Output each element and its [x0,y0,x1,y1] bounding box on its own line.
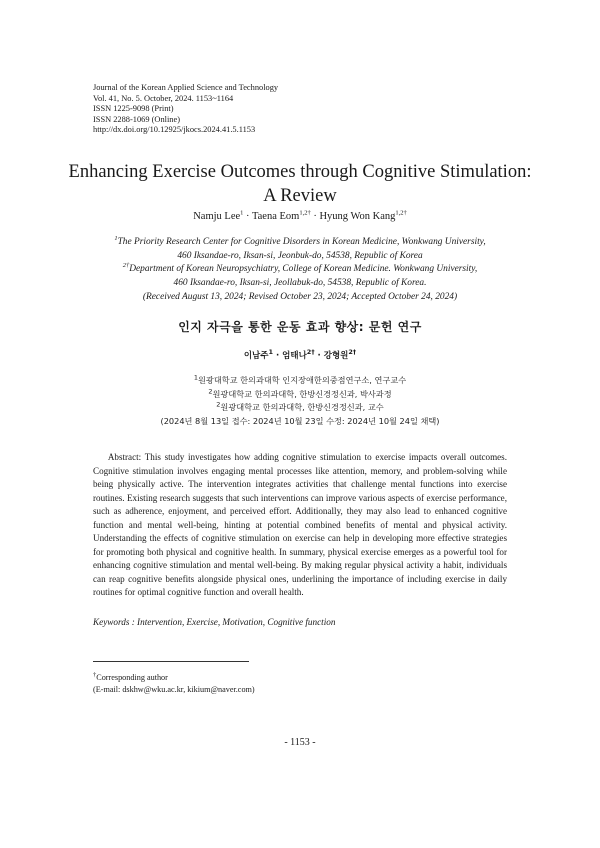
paper-title-line-1: Enhancing Exercise Outcomes through Cognitive Stimulation: [68,162,532,182]
korean-affiliation-mark: 1 [193,373,198,382]
author-affiliation-mark: 1 [240,209,244,217]
korean-author-name: 엄태나 [282,351,307,361]
abstract-text: This study investigates how adding cognitive stimulation to exercise impacts overall outcomes. Cognitive stimulation involves engaging mental processes like attention, memory, and problem-solving while being physically active. The intervention integrates activities that challenge mental functions into exercise routines. Existing research suggests that such interventions can improve various aspects of exercise performance, such as adherence, enjoyment, and perceived effort. Additionally, they may also lead to enhanced cognitive function and mental well-being, hinting at potential combined benefits of mental and physical activity. Understanding the effects of cognitive stimulation on exercise can help in developing more effective strategies for promoting both physical and cognitive health. In summary, physical exercise emerges as a powerful tool for enhancing cognitive stimulation and mental well-being. By making regular physical activity a habit, individuals can reap cognitive benefits alongside physical ones, underlining the importance of including exercise in daily routines for optimal cognitive function and overall health. [93,452,507,598]
korean-title: 인지 자극을 통한 운동 효과 향상: 문헌 연구 [178,320,422,334]
korean-affiliation-line: 원광대학교 한의과대학 인지장애한의중점연구소, 연구교수 [198,375,407,385]
affiliations [60,236,540,305]
dagger-mark: † [93,671,97,679]
korean-received-dates: (2024년 8월 13일 접수: 2024년 10월 23일 수정: 2024년 10월 24일 채택) [160,416,440,427]
author-separator: · [273,351,283,361]
korean-author-name: 이남주 [243,351,269,361]
korean-author-mark: 1 [268,348,273,357]
page-number: - 1153 - [284,737,316,748]
affiliation-line: 460 Iksandae-ro, Iksan-si, Jeonbuk-do, 54538, Republic of Korea [177,250,423,261]
corresponding-author-label: Corresponding author [96,673,168,682]
journal-volume: Vol. 41, No. 5. October, 2024. 1153~1164 [93,93,234,103]
korean-author-list [60,349,540,361]
footnote-divider [93,661,249,662]
author-affiliation-mark: 1,2† [395,209,407,217]
journal-issn-print: ISSN 1225-9098 (Print) [93,104,174,114]
affiliation-mark: 2† [122,262,130,270]
journal-doi-link[interactable]: http://dx.doi.org/10.12925/jkocs.2024.41.5.1153 [93,125,256,135]
author-separator: · [310,211,320,222]
korean-affiliation-line: 원광대학교 한의과대학, 한방신경정신과, 박사과정 [212,388,392,399]
abstract-label: Abstract: [107,452,142,462]
affiliation-line: 460 Iksandae-ro, Iksan-si, Jeollabuk-do, 54538, Republic of Korea. [173,278,427,289]
author-name: Namju Lee [193,211,241,222]
author-list [60,210,540,224]
author-name: Hyung Won Kang [319,211,396,222]
korean-author-name: 강형원 [323,351,349,361]
corresponding-email: (E-mail: dskhw@wku.ac.kr, kikium@naver.com) [93,685,255,695]
affiliation-line: Department of Korean Neuropsychiatry, College of Korean Medicine. Wonkwang University, [129,264,478,275]
journal-header [93,83,278,136]
abstract [93,451,507,600]
journal-issn-online: ISSN 2288-1069 (Online) [93,114,181,124]
author-separator: · [314,351,324,361]
keywords: Keywords : Intervention, Exercise, Motivation, Cognitive function [93,617,336,627]
author-name: Taena Eom [251,211,300,222]
author-affiliation-mark: 1,2† [299,209,311,217]
korean-author-mark: 2† [348,348,357,357]
paper-title-line-2: A Review [263,186,337,206]
affiliation-mark: 1 [114,234,118,242]
affiliation-line: The Priority Research Center for Cognitive Disorders in Korean Medicine, Wonkwang University, [117,237,486,247]
footnote [93,672,255,696]
author-separator: · [243,211,252,222]
korean-author-mark: 2† [306,348,315,357]
paper-title [60,160,540,208]
korean-affiliations [60,374,540,429]
journal-name: Journal of the Korean Applied Science and Technology [93,83,279,92]
korean-affiliation-line: 원광대학교 한의과대학, 한방신경정신과, 교수 [220,402,384,413]
received-dates: (Received August 13, 2024; Revised October 23, 2024; Accepted October 24, 2024) [142,291,458,302]
korean-affiliation-mark: 2 [208,386,213,395]
korean-affiliation-mark: 2 [216,400,221,409]
